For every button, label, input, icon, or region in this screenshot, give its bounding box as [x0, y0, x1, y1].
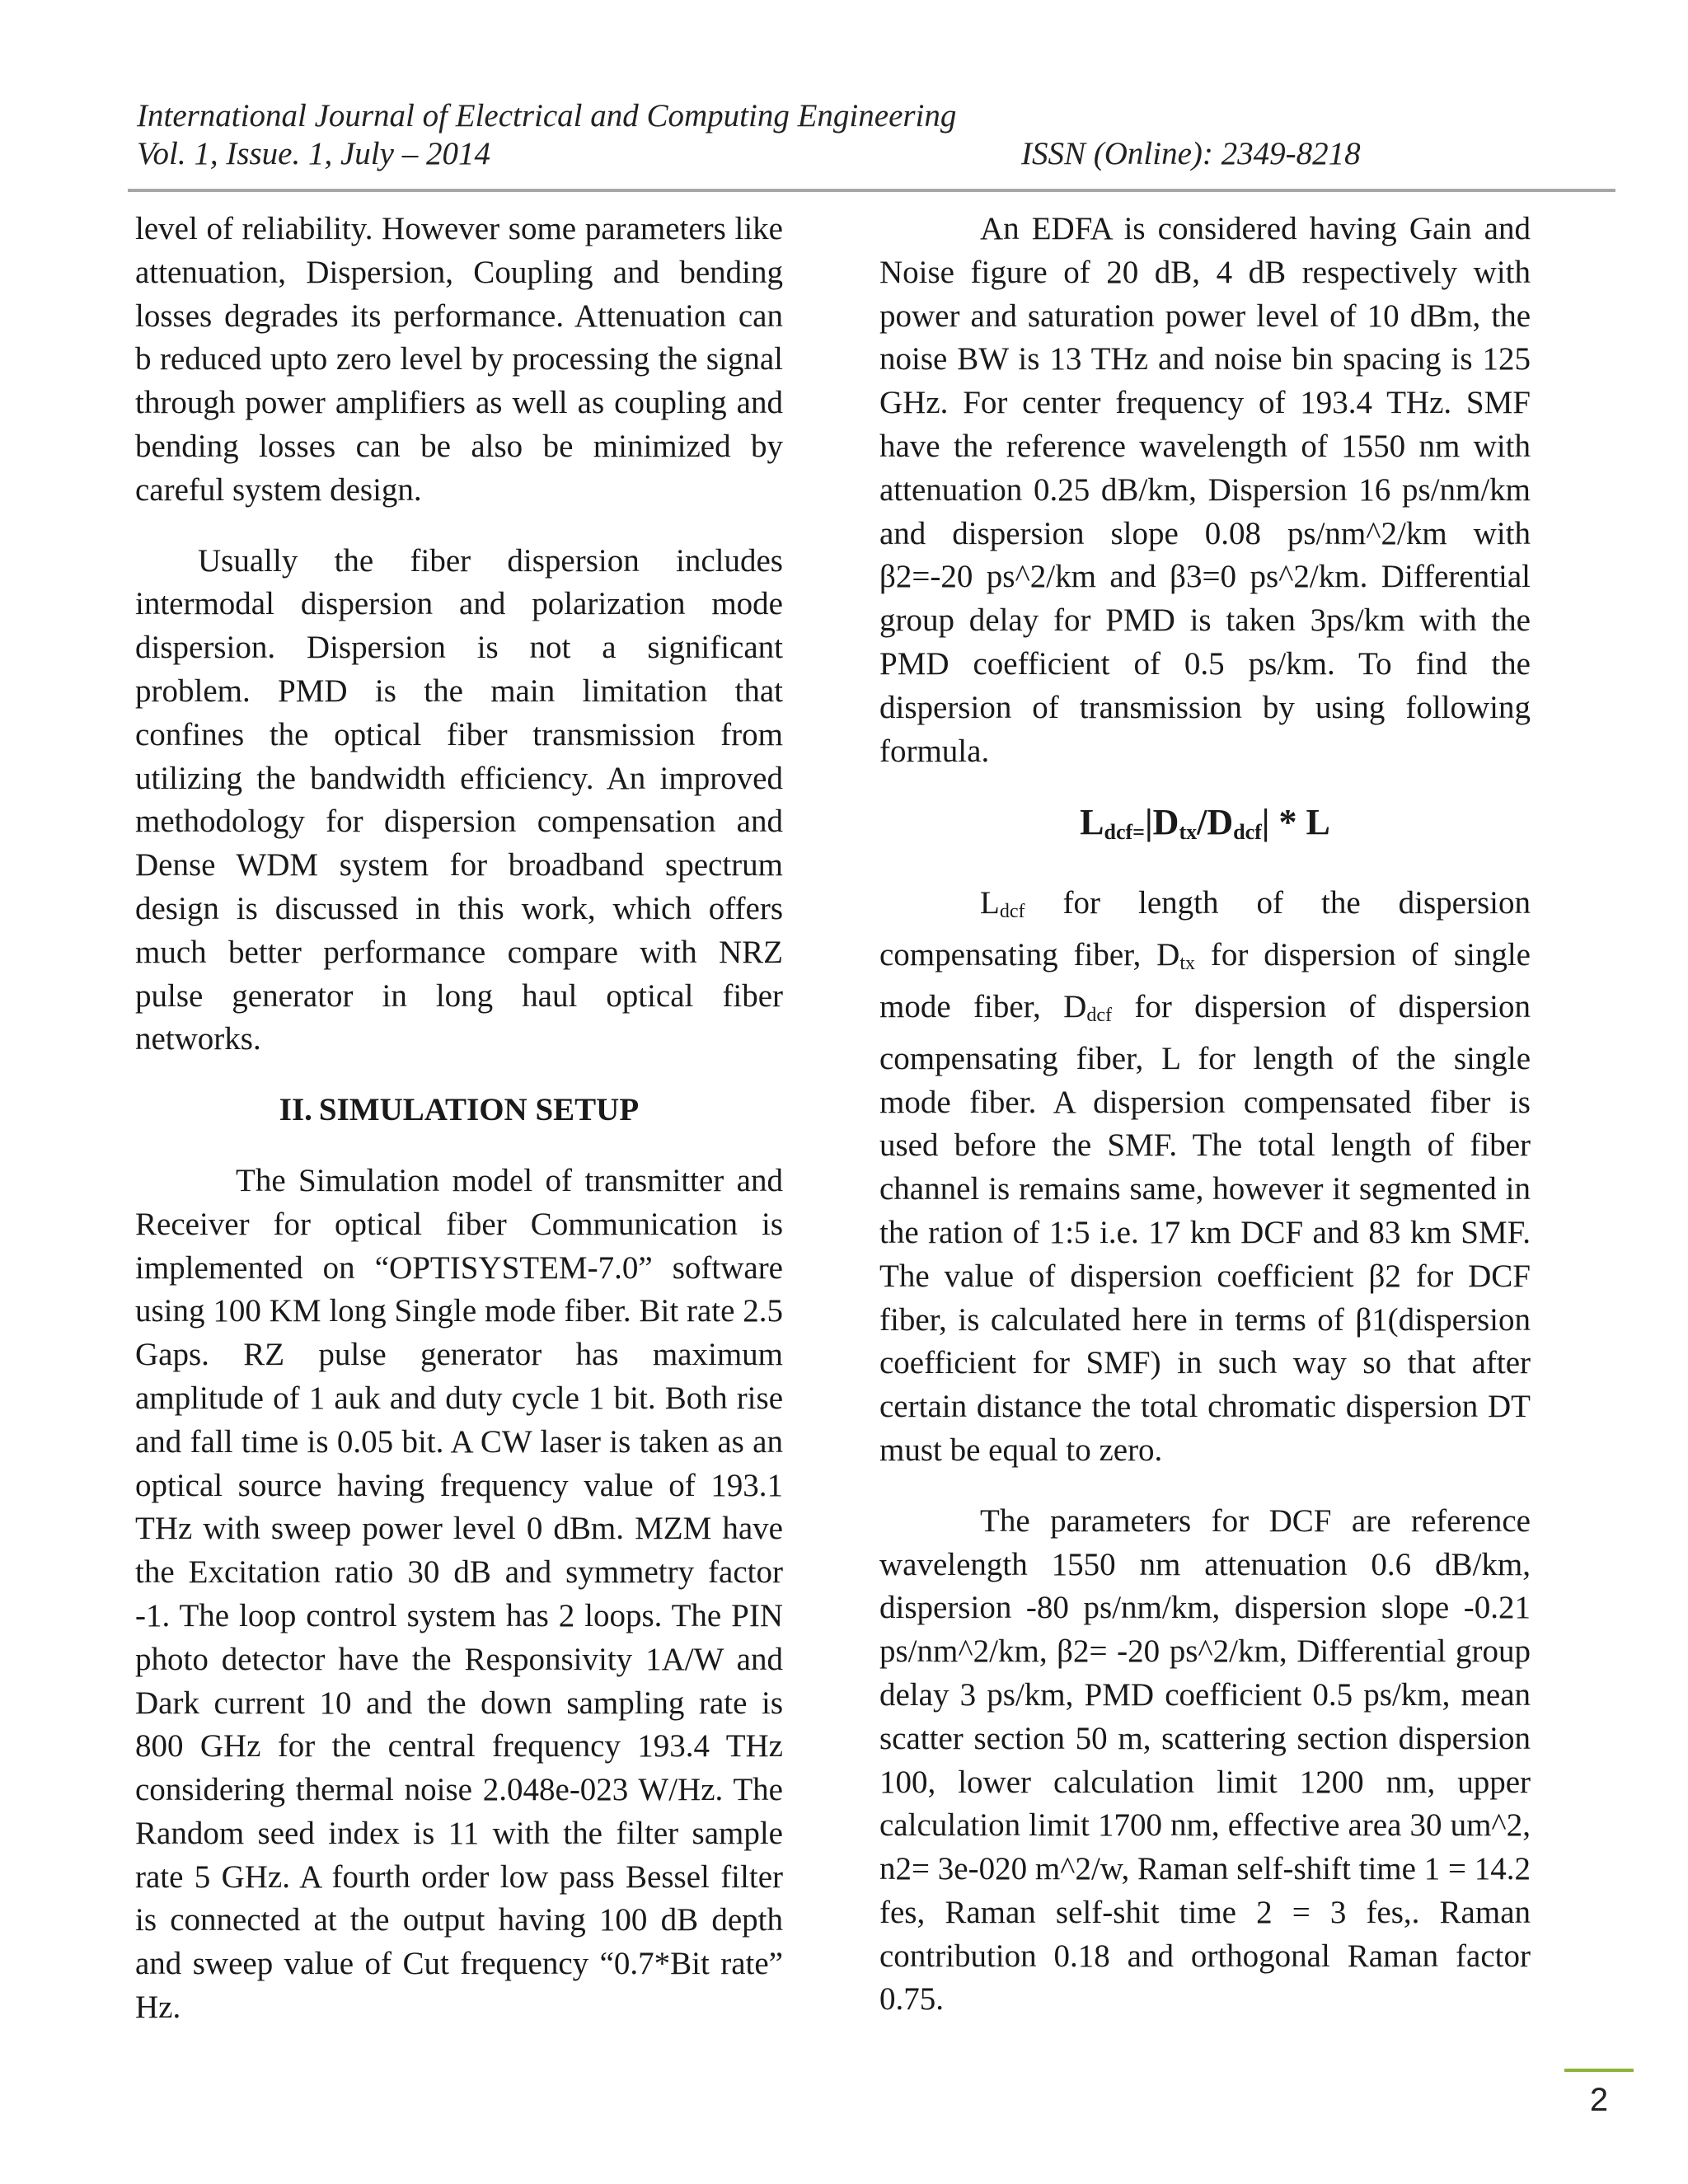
- footer-accent-rule: [1564, 2069, 1634, 2072]
- section-number: II.: [279, 1092, 312, 1128]
- formula-l: L: [1080, 802, 1104, 843]
- issue-line: [137, 135, 1390, 173]
- formula-sub-dcf-eq: dcf=: [1104, 820, 1145, 845]
- header-rule: [128, 189, 1615, 192]
- paragraph: Usually the fiber dispersion includes intermodal dispersion and polarization mode dispersion. Dispersion is not a significant problem. PMD is the main limitation that confines the optical fiber transmission from utilizing the bandwidth efficiency. An improved methodology for dispersion compensation and Dense WDM system for broadband spectrum design is discussed in this work, which offers much better performance compare with NRZ pulse generator in long haul optical fiber networks.: [135, 542, 783, 1057]
- formula-sub-tx: tx: [1179, 820, 1198, 845]
- page-number: 2: [1589, 2082, 1609, 2118]
- formula-sub-dcf: dcf: [1233, 820, 1262, 845]
- symbol-sub: dcf: [999, 901, 1025, 923]
- paragraph: The parameters for DCF are reference wavelength 1550 nm attenuation 0.6 dB/km, dispersion -80 ps/nm/km, dispersion slope -0.21 ps/nm^2/km, β2= -20 ps^2/km, Differential group delay 3 ps/km, PMD coefficient 0.5 ps/km, mean scatter section 50 m, scattering section dispersion 100, lower calculation limit 1200 nm, upper calculation limit 1700 nm, effective area 30 um^2, n2= 3e-020 m^2/w, Raman self-shift time 1 = 14.2 fes, Raman self-shit time 2 = 3 fes,. Raman contribution 0.18 and orthogonal Raman factor 0.75.: [879, 1502, 1531, 2018]
- running-header: [137, 97, 1390, 173]
- paragraph: [879, 882, 1531, 1472]
- text-run: for dispersion of single mode fiber, D: [879, 937, 1531, 1024]
- section-title: SIMULATION SETUP: [318, 1092, 640, 1128]
- symbol-sub: tx: [1179, 953, 1196, 975]
- paragraph: An EDFA is considered having Gain and Noise figure of 20 dB, 4 dB respectively with power and saturation power level of 10 dBm, the noise BW is 13 THz and noise bin spacing is 125 GHz. For center frequency of 193.4 THz. SMF have the reference wavelength of 1550 nm with attenuation 0.25 dB/km, Dispersion 16 ps/nm/km and dispersion slope 0.08 ps/nm^2/km with β2=-20 ps^2/km and β3=0 ps^2/km. Differential group delay for PMD is taken 3ps/km with the PMD coefficient of 0.5 ps/km. To find the dispersion of transmission by using following formula.: [879, 211, 1531, 769]
- formula-d-tx: |D: [1144, 802, 1179, 843]
- issn: ISSN (Online): 2349-8218: [1021, 136, 1361, 171]
- paragraph: The Simulation model of transmitter and Receiver for optical fiber Communication is implemented on “OPTISYSTEM-7.0” software using 100 KM long Single mode fiber. Bit rate 2.5 Gaps. RZ pulse generator has maximum amplitude of 1 auk and duty cycle 1 bit. Both rise and fall time is 0.05 bit. A CW laser is taken as an optical source having frequency value of 193.1 THz with sweep power level 0 dBm. MZM have the Excitation ratio 30 dB and symmetry factor -1. The loop control system has 2 loops. The PIN photo detector have the Responsivity 1A/W and Dark current 10 and the down sampling rate is 800 GHz for the central frequency 193.4 THz considering thermal noise 2.048e-023 W/Hz. The Random seed index is 11 with the filter sample rate 5 GHz. A fourth order low pass Bessel filter is connected at the output having 100 dB depth and sweep value of Cut frequency “0.7*Bit rate” Hz.: [135, 1162, 783, 2026]
- section-heading: [135, 1089, 783, 1132]
- left-column: [135, 208, 783, 2030]
- dcf-length-formula: [879, 798, 1531, 857]
- paragraph: level of reliability. However some parameters like attenuation, Dispersion, Coupling and bending losses degrades its performance. Attenuation can b reduced upto zero level by processing the signal through power amplifiers as well as coupling and bending losses can be also be minimized by careful system design.: [135, 211, 783, 508]
- text-run: for dispersion of dispersion compensating fiber, L for length of the single mode fiber. A dispersion compensated fiber is used before the SMF. The total length of fiber channel is remains same, however it segmented in the ration of 1:5 i.e. 17 km DCF and 83 km SMF. The value of dispersion coefficient β2 for DCF fiber, is calculated here in terms of β1(dispersion coefficient for SMF) in such way so that after certain distance the total chromatic dispersion DT must be equal to zero.: [879, 988, 1531, 1468]
- text-run: for length of the dispersion compensating fiber, D: [879, 885, 1531, 973]
- formula-tail: | * L: [1261, 802, 1330, 843]
- volume-issue: Vol. 1, Issue. 1, July – 2014: [137, 136, 490, 171]
- symbol-l: L: [980, 885, 1000, 921]
- formula-d-dcf: /D: [1197, 802, 1234, 843]
- symbol-sub: dcf: [1086, 1004, 1112, 1026]
- journal-title: International Journal of Electrical and Computing Engineering: [137, 98, 957, 134]
- right-column: [879, 208, 1531, 2022]
